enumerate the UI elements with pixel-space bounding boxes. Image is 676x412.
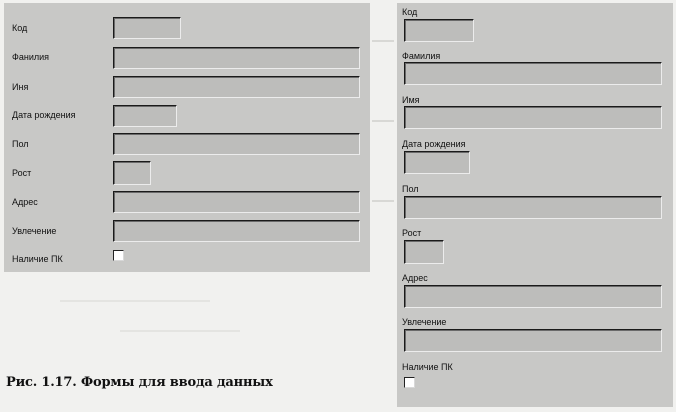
label-code: Код (402, 7, 418, 17)
checkbox-has-pc[interactable] (404, 377, 415, 388)
checkbox-has-pc[interactable] (113, 250, 124, 261)
field-gender[interactable] (113, 133, 360, 155)
label-surname: Фанилия (12, 52, 49, 62)
label-has-pc: Наличие ПК (402, 362, 453, 372)
field-code[interactable] (113, 17, 181, 39)
form-right (397, 3, 673, 407)
label-gender: Пол (402, 184, 419, 194)
form-left (4, 3, 370, 272)
field-code[interactable] (404, 19, 474, 42)
label-code: Код (12, 23, 28, 33)
field-surname[interactable] (404, 62, 662, 85)
label-address: Адрес (12, 197, 38, 207)
label-hobby: Увлечение (12, 226, 57, 236)
label-height: Рост (12, 168, 32, 178)
field-name[interactable] (404, 106, 662, 129)
label-surname: Фамилия (402, 51, 441, 61)
field-hobby[interactable] (404, 329, 662, 352)
field-address[interactable] (113, 191, 360, 213)
figure-caption: Рис. 1.17. Формы для ввода данных (6, 375, 273, 390)
label-has-pc: Наличие ПК (12, 254, 63, 264)
field-address[interactable] (404, 285, 662, 308)
field-height[interactable] (404, 240, 444, 264)
label-name: Иня (12, 82, 29, 92)
label-birth-date: Дата рождения (12, 110, 76, 120)
field-height[interactable] (113, 161, 151, 185)
label-gender: Пол (12, 139, 29, 149)
field-birth-date[interactable] (404, 151, 470, 174)
field-gender[interactable] (404, 196, 662, 219)
field-name[interactable] (113, 76, 360, 98)
field-surname[interactable] (113, 47, 360, 69)
label-hobby: Увлечение (402, 317, 447, 327)
label-name: Имя (402, 95, 420, 105)
label-height: Рост (402, 228, 422, 238)
label-birth-date: Дата рождения (402, 139, 466, 149)
field-hobby[interactable] (113, 220, 360, 242)
field-birth-date[interactable] (113, 105, 177, 127)
label-address: Адрес (402, 273, 428, 283)
